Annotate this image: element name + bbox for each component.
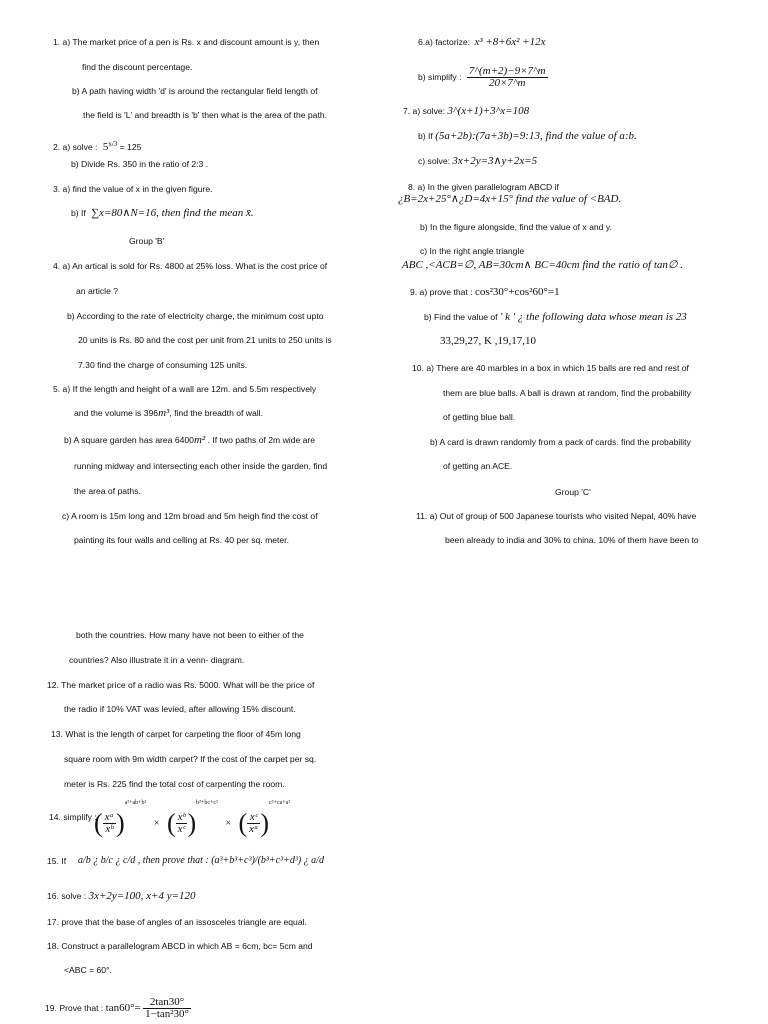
q6b-label: b) simplify : xyxy=(418,71,462,82)
q2a-exponent: x/3 xyxy=(108,140,118,148)
q1b-line1: b) A path having width 'd' is around the rectangular field length of xyxy=(72,86,318,96)
q1a-line1: 1. a) The market price of a pen is Rs. x and discount amount is y, then xyxy=(53,37,320,47)
q13-line2: square room with 9m width carpet? If the cost of the carpet per sq. xyxy=(64,754,317,764)
q14-term2-den: xᶜ xyxy=(177,823,186,836)
q16-label: 16. solve : xyxy=(47,891,87,901)
q3b-math: ∑x=80∧N=16, then find the mean x̄. xyxy=(91,207,254,219)
q9a-label: 9. a) prove that : xyxy=(410,287,473,297)
q5b-text-b: . If two paths of 2m wide are xyxy=(205,435,316,445)
q8a-line1: 8. a) In the given parallelogram ABCD if xyxy=(408,182,559,192)
q2a-rhs: = 125 xyxy=(119,141,142,152)
q14-term3 xyxy=(247,812,260,835)
q14-term3-num: xᶜ xyxy=(247,812,260,824)
q4b-line1: b) According to the rate of electricity charge, the minimum cost upto xyxy=(67,311,324,321)
q7a xyxy=(403,106,529,117)
q5c-line2: painting its four walls and celling at Rs. 40 per sq. meter. xyxy=(74,535,289,545)
q8c-line2: ABC ,<ACB=∅, AB=30cm∧ BC=40cm find the ratio of tan∅ . xyxy=(402,259,683,271)
q14-term1-num: xᵃ xyxy=(104,811,114,824)
q9b xyxy=(424,312,687,323)
q5a-line2 xyxy=(74,408,263,419)
q14-term2-exp: b²+bc+c² xyxy=(196,800,218,806)
q8a-line2: ¿B=2x+25°∧¿D=4x+15° find the value of <BAD. xyxy=(398,193,622,205)
q6b xyxy=(418,66,548,89)
q11a-line4: countries? Also illustrate it in a venn- diagram. xyxy=(69,655,245,665)
q5a-text-b: , find the breadth of wall. xyxy=(169,408,263,418)
q3b xyxy=(71,208,254,219)
q7b-math: (5a+2b):(7a+3b)=9:13, find the value of a:b. xyxy=(435,130,637,142)
q5a-line1: 5. a) If the length and height of a wall are 12m. and 5.5m respectively xyxy=(53,384,317,394)
q5b-line3: the area of paths. xyxy=(74,486,141,496)
q15-math: a/b ¿ b/c ¿ c/d , then prove that : (a³+b³+c³)/(b³+c³+d³) ¿ a/d xyxy=(78,855,324,866)
q2a xyxy=(53,139,141,153)
q7c xyxy=(418,156,537,167)
q9b-math: ' k ' ¿ the following data whose mean is 23 xyxy=(499,311,687,323)
q5c-line1: c) A room is 15m long and 12m broad and 5m heigh find the cost of xyxy=(62,511,318,521)
q4a-line2: an article ? xyxy=(76,286,119,296)
group-c-heading: Group 'C' xyxy=(555,487,591,497)
q6a-label: 6.a) factorize: xyxy=(418,37,471,47)
q13-line3: meter is Rs. 225 find the total cost of carpenting the room. xyxy=(64,779,285,789)
q5a-text-a: and the volume is 396 xyxy=(74,408,159,418)
q7b xyxy=(418,131,637,142)
q8b: b) In the figure alongside, find the value of x and y. xyxy=(420,222,612,232)
q4b-line2: 20 units is Rs. 80 and the cost per unit from 21 units to 250 units is xyxy=(78,335,332,345)
q4b-line3: 7.30 find the charge of consuming 125 units. xyxy=(78,360,248,370)
q18-line1: 18. Construct a parallelogram ABCD in which AB = 6cm, bc= 5cm and xyxy=(47,941,313,951)
q16 xyxy=(47,891,196,902)
q9a xyxy=(410,287,560,298)
group-b-heading: Group 'B' xyxy=(129,236,165,246)
q14-term1 xyxy=(103,812,116,835)
q7c-math: 3x+2y=3∧y+2x=5 xyxy=(452,155,538,167)
q3b-label: b) If xyxy=(71,208,86,218)
q11a-line1: 11. a) Out of group of 500 Japanese tourists who visited Nepal, 40% have xyxy=(416,511,697,521)
q2a-label: 2. a) solve : xyxy=(53,141,98,152)
q10b-line2: of getting an ACE. xyxy=(443,461,513,471)
q5b-unit: m² xyxy=(193,434,206,446)
q18-line2: <ABC = 60°. xyxy=(64,965,112,975)
q7c-label: c) solve: xyxy=(418,156,450,166)
q19-lhs: tan60°= xyxy=(105,1001,141,1014)
q19-numerator: 2tan30° xyxy=(143,997,191,1009)
q10a-line2: them are blue balls. A ball is drawn at random, find the probability xyxy=(443,388,691,398)
q14-term1-exp: a²+ab+b² xyxy=(124,800,147,806)
q12-line2: the radio if 10% VAT was levied, after allowing 15% discount. xyxy=(64,704,296,714)
q6b-numerator: 7^(m+2)−9×7^m xyxy=(468,65,546,77)
q7a-math: 3^(x+1)+3^x=108 xyxy=(447,105,530,117)
q7a-label: 7. a) solve: xyxy=(403,106,446,116)
q10a-line3: of getting blue ball. xyxy=(443,412,516,422)
q5b-line2: running midway and intersecting each other inside the garden, find xyxy=(74,461,328,471)
q14-term3-exp: c²+ca+a² xyxy=(269,800,291,806)
q15-label: 15. If xyxy=(47,856,67,866)
q2b: b) Divide Rs. 350 in the ratio of 2:3 . xyxy=(71,159,209,169)
q6a-math: x³ +8+6x² +12x xyxy=(474,36,546,48)
q16-math: 3x+2y=100, x+4 y=120 xyxy=(88,890,196,902)
q11a-line2: been already to india and 30% to china. 10% of them have been to xyxy=(445,535,699,545)
q7b-label: b) If xyxy=(418,131,433,141)
q12-line1: 12. The market price of a radio was Rs. 5000. What will be the price of xyxy=(47,680,315,690)
q6b-denominator: 20×7^m xyxy=(488,77,526,89)
q4a-line1: 4. a) An artical is sold for Rs. 4800 at 25% loss. What is the cost price of xyxy=(53,261,328,271)
q9a-math: cos²30°+cos²60°=1 xyxy=(474,286,560,298)
q14-label: 14. simplify : xyxy=(49,812,97,822)
q1b-line2: the field is 'L' and breadth is 'b' then what is the area of the path. xyxy=(83,110,328,120)
q13-line1: 13. What is the length of carpet for carpeting the floor of 45m long xyxy=(51,729,301,739)
q9b-label: b) Find the value of xyxy=(424,312,498,322)
q11a-line3: both the countries. How many have not been to either of the xyxy=(76,630,304,640)
q19-fraction xyxy=(143,997,191,1020)
q19 xyxy=(45,997,191,1020)
q14-term1-den: xᵇ xyxy=(105,823,114,836)
q5b-line1 xyxy=(64,435,315,446)
q14-term2 xyxy=(176,812,188,835)
q6a xyxy=(418,37,545,48)
q8c-line1: c) In the right angle triangle xyxy=(420,246,525,256)
q1a-line2: find the discount percentage. xyxy=(82,62,193,72)
q10b-line1: b) A card is drawn randomly from a pack of cards. find the probability xyxy=(430,437,691,447)
q19-label: 19. Prove that : xyxy=(45,1002,104,1013)
q19-denominator: 1−tan²30° xyxy=(145,1008,189,1020)
q3a: 3. a) find the value of x in the given figure. xyxy=(53,184,213,194)
q14-term3-den: xᵃ xyxy=(249,823,259,836)
q5a-unit: m³ xyxy=(158,407,170,419)
q17: 17. prove that the base of angles of an issosceles triangle are equal. xyxy=(47,917,307,927)
q2a-base: 5 xyxy=(102,140,109,153)
q14-term2-num: xᵇ xyxy=(177,811,186,824)
q5b-text-a: b) A square garden has area 6400 xyxy=(64,435,194,445)
q10a-line1: 10. a) There are 40 marbles in a box in which 15 balls are red and rest of xyxy=(412,363,689,373)
q6b-fraction xyxy=(467,66,548,89)
q14-expression: ( $\frac{\text{xᵃ}}{\text{xᵇ}}$ )$^{a^2+ab+b^2}$ × ( $\frac{\text{xᵇ}}{\text{xᶜ}}$ )$^{b^2+bc+c^2}$ × ( $\frac{\text{xᶜ}}{\text{xᵃ}}$ )$^{c^2+ca+a^2}$ xyxy=(94,800,291,838)
q9b-data: 33,29,27, K ,19,17,10 xyxy=(440,335,536,347)
